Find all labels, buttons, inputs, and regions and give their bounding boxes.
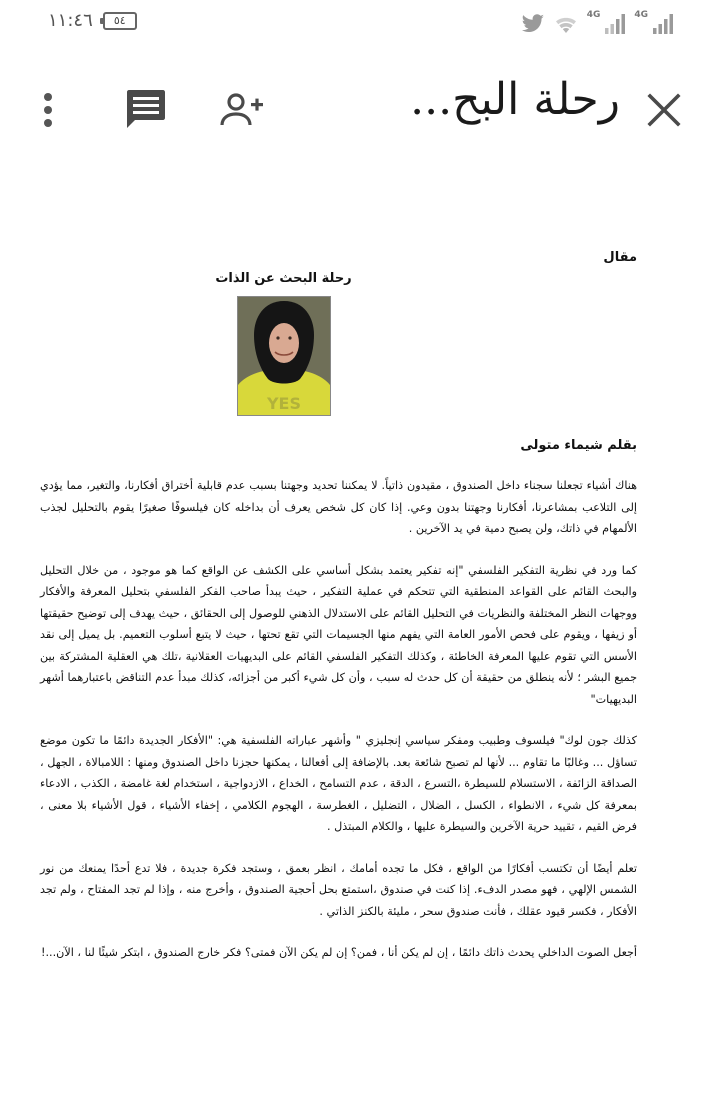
more-vert-icon: [42, 92, 54, 128]
author-photo-wrap: [40, 296, 637, 416]
battery-level: ٥٤: [113, 14, 126, 27]
article-paragraph: تعلم أيضًا أن تكتسب أفكارًا من الواقع ، فكل ما تجده أمامك ، انظر بعمق ، وستجد فكرة جديدة ، فلا تدع أحدًا يمنعك من نور الشمس الإلهي ، فهو مصدر الدفء. إذا كنت في صندوق ،استمتع بحل أحجية الصندوق ، وأخرج منه ، وإذا لم تجد المفتاح ، ولم تجد الأفكار ، فكسر قيود عقلك ، فأنت صندوق سحر ، مليئة بالكنز الذاتي .: [40, 861, 637, 918]
comment-icon: [123, 87, 167, 131]
document-kind-label: مقال: [603, 250, 637, 265]
app-bar: [0, 60, 720, 160]
wifi-icon: [553, 14, 579, 34]
article-paragraph: هناك أشياء تجعلنا سجناء داخل الصندوق ، مقيدون ذاتياً. لا يمكننا تحديد وجهتنا بسبب عدم قابلية أختراق أفكارنا، والتغير، مما يؤدي إلى التلاعب بمشاعرنا، أفكارنا وجهتنا بدون وعي. إذا كان كل شخص يعرف أن بداخله كان فيلسوفًا صغيرًا يقوم بالتحليل لجذب الألمهام في ذاتك، ولن يصبح دمية في يد الآخرين .: [40, 479, 637, 535]
article-heading: رحلة البحث عن الذات: [215, 271, 352, 286]
add-person-button[interactable]: [212, 88, 268, 132]
article-paragraph: كذلك جون لوك" فيلسوف وطبيب ومفكر سياسي إنجليزي " وأشهر عباراته الفلسفية هي: "الأفكار الجديدة دائمًا ما تكون موضع تساؤل ... وغالبًا ما تقاوم ... لأنها لم تصبح شائعة بعد. بالإضافة إلى أفعالنا ، يمكنها حجزنا داخل الصندوق ومنها : اللامبالاة ، الجهل ، الصداقة الزائفة ، الاستسلام للسيطرة ،التسرع ، الدقة ، عدم التسامح ، الخداع ، الازدواجية ، استخدام لغة غامضة ، الكذب ، الادعاء بمعرفة كل شيء ، الانطواء ، الكسل ، الضلال ، التضليل ، الغطرسة ، الهجوم الكلامي ، إخفاء الأشياء ، قول الأشياء بلا معنى ، فرض القيم ، تقييد حرية الآخرين والسيطرة عليها ، والكلام المبتذل .: [40, 734, 637, 833]
cell-signal-icon: [604, 14, 626, 34]
close-icon: [647, 93, 681, 127]
network-label-2: 4G: [634, 10, 648, 20]
status-bar: [0, 0, 720, 44]
article-author: بقلم شيماء متولى: [520, 438, 637, 453]
article-paragraph: كما ورد في نظرية التفكير الفلسفي "إنه تفكير يعتمد بشكل أساسي على الكشف عن الواقع كما هو موجود ، من خلال التحليل والبحث القائم على القواعد المنطقية التي تتحكم في عملية التفكير ، حيث يبدأ صاحب الفكر الفلسفي بتحليل المعرفة والأفكار ووجهات النظر المختلفة والنظريات في التحليل القائم على الاستدلال الذهني للوصول إلى الحقائق ، حيث يهدف إلى توضيح حقيقتها أو زيفها ، ويقوم على فحص الأمور العامة التي يفهم منها الجسيمات التي تقع تحتها ، حيث لا يتبع أسلوب التعميم. بل يميل إلى نقد الأسس التي تقوم عليها المعرفة الخاطئة ، وكذلك التفكير الفلسفي القائم على البديهيات العقلانية ،تلك هي العقلية المشتركة بين جميع البشر ؛ لأنه ينطلق من حقيقة أن كل حدث له سبب ، وأن كل شيء أكبر من أجزائه، كذلك مبدأ عدم التناقض باعتبارهما أشهر البديهيات": [40, 563, 637, 706]
article-paragraph: أجعل الصوت الداخلي يحدث ذاتك دائمًا ، إن لم يكن أنا ، فمن؟ إن لم يكن الآن فمتى؟ فكر خارج الصندوق ، ابتكر شيئًا لنا ، الآن...!: [41, 946, 637, 959]
document-title: رحلة البح...: [410, 74, 620, 125]
battery-icon: [103, 12, 137, 30]
status-right: [521, 10, 674, 34]
cell-signal-icon: [652, 14, 674, 34]
status-time: ١١:٤٦: [48, 10, 93, 31]
add-person-icon: [216, 92, 264, 128]
network-label-1: 4G: [586, 10, 601, 20]
more-options-button[interactable]: [30, 88, 66, 132]
author-photo-image: [238, 297, 330, 415]
document-page: [40, 250, 637, 984]
status-left: [48, 10, 137, 31]
photo-shirt-text: YES: [266, 394, 301, 413]
close-button[interactable]: [640, 86, 688, 134]
twitter-icon: [521, 14, 545, 34]
comment-button[interactable]: [118, 84, 172, 134]
author-photo: [237, 296, 331, 416]
